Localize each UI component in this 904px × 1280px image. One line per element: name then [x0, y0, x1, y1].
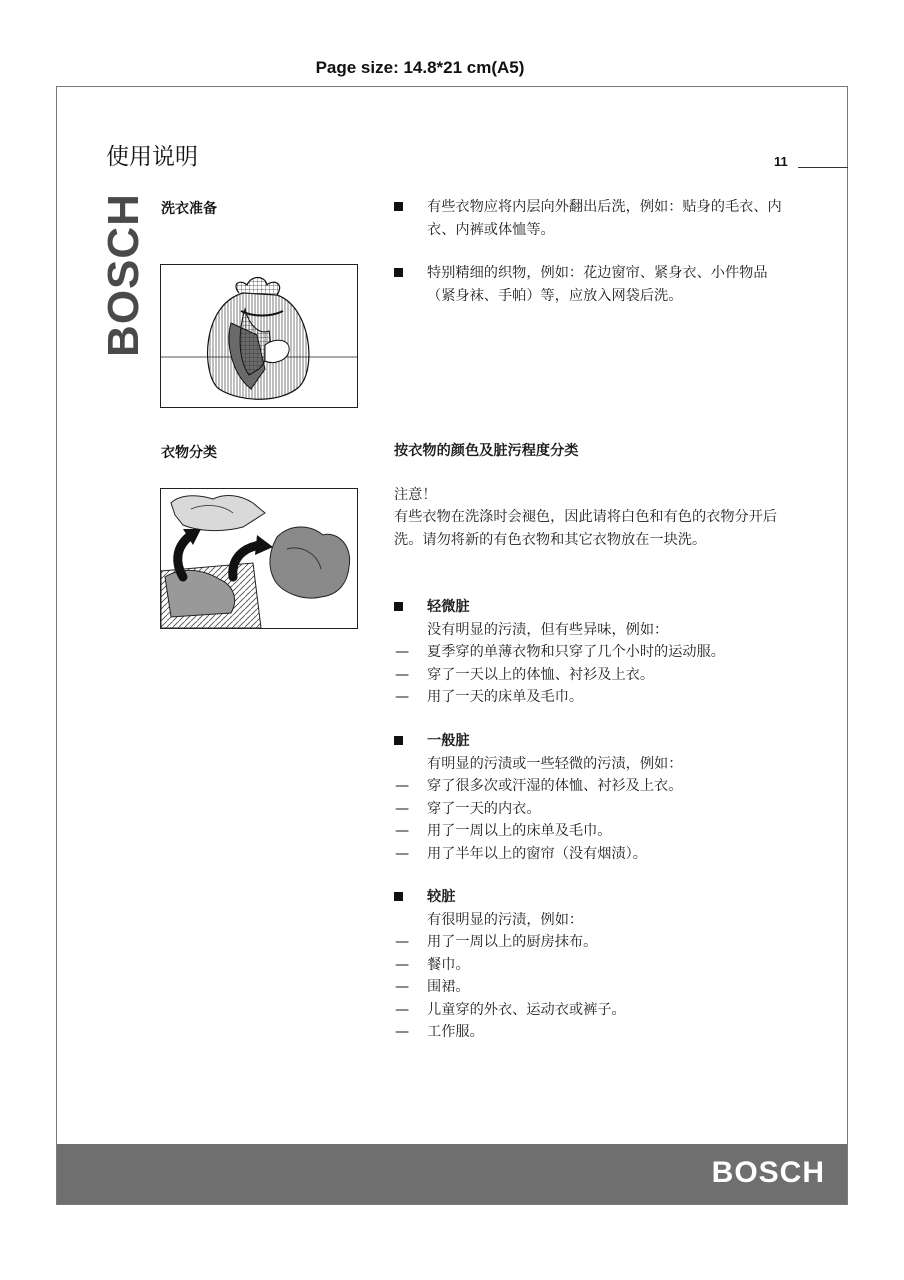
list-item [394, 641, 794, 664]
level-intro: 有很明显的污渍，例如： [427, 911, 584, 928]
square-bullet-icon [394, 892, 403, 901]
dash-mark: — [395, 666, 410, 683]
level-title: 较脏 [427, 889, 456, 905]
list-item-text: 用了一周以上的床单及毛巾。 [427, 823, 612, 839]
dash-mark: — [395, 979, 410, 995]
list-item-text: 穿了一天的内衣。 [427, 800, 541, 817]
square-bullet-icon [394, 736, 403, 745]
notice-text: 有些衣物在洗涤时会褪色，因此请将白色和有色的衣物分开后洗。请勿将新的有色衣物和其它衣物放在一块洗。 [394, 509, 778, 548]
side-bosch-logo: BOSCH [99, 193, 148, 357]
dash-mark: — [395, 1001, 410, 1018]
dash-mark: — [395, 934, 410, 950]
footer-bar [57, 1144, 847, 1204]
dash-mark: — [395, 800, 410, 817]
level-title: 轻微脏 [427, 599, 470, 615]
dash-mark: — [395, 845, 410, 862]
list-item-text: 围裙。 [427, 979, 470, 995]
level-intro: 没有明显的污渍，但有些异味，例如： [427, 621, 669, 638]
soil-level-heavy [394, 886, 794, 1044]
list-item [394, 686, 794, 709]
page-number: 11 [774, 154, 788, 169]
list-item-text: 用了一周以上的厨房抹布。 [427, 934, 598, 950]
bullet-text: 有些衣物应将内层向外翻出后洗，例如：贴身的毛衣、内衣、内裤或体恤等。 [427, 199, 782, 238]
list-item [394, 954, 794, 977]
dash-mark: — [395, 778, 410, 794]
list-item [394, 931, 794, 954]
wash-prep-bullet [394, 196, 794, 241]
list-item [394, 999, 794, 1022]
level-title: 一般脏 [427, 733, 470, 749]
list-item [394, 976, 794, 999]
dash-mark: — [395, 956, 410, 973]
dash-mark: — [395, 1024, 410, 1040]
list-item-text: 儿童穿的外衣、运动衣或裤子。 [427, 1001, 626, 1018]
sorting-laundry-illustration [160, 488, 358, 629]
page-title: 使用说明 [106, 144, 198, 170]
dash-mark: — [395, 689, 410, 705]
list-item [394, 775, 794, 798]
list-item-text: 工作服。 [427, 1024, 484, 1040]
list-item-text: 餐巾。 [427, 956, 470, 973]
page-size-caption: Page size: 14.8*21 cm(A5) [315, 58, 525, 77]
sorting-heading: 衣物分类 [161, 445, 217, 461]
dash-mark: — [395, 823, 410, 839]
list-item-text: 穿了很多次或汗湿的体恤、衬衫及上衣。 [427, 778, 683, 794]
list-item [394, 843, 794, 866]
level-intro: 有明显的污渍或一些轻微的污渍，例如： [427, 755, 683, 772]
laundry-net-bag-illustration [160, 264, 358, 408]
list-item [394, 798, 794, 821]
dash-mark: — [395, 644, 410, 660]
list-item-text: 用了半年以上的窗帘（没有烟渍）。 [427, 845, 647, 862]
wash-prep-heading: 洗衣准备 [161, 201, 217, 217]
footer-bosch-logo: BOSCH [711, 1156, 825, 1189]
wash-prep-bullet [394, 262, 794, 307]
list-item-text: 用了一天的床单及毛巾。 [427, 689, 584, 705]
list-item-text: 夏季穿的单薄衣物和只穿了几个小时的运动服。 [427, 644, 725, 660]
list-item [394, 664, 794, 687]
list-item [394, 820, 794, 843]
list-item-text: 穿了一天以上的体恤、衬衫及上衣。 [427, 666, 655, 683]
soil-level-normal [394, 730, 794, 865]
list-item [394, 1021, 794, 1044]
soil-level-light [394, 596, 794, 709]
square-bullet-icon [394, 268, 403, 277]
notice-title: 注意！ [394, 487, 437, 503]
square-bullet-icon [394, 602, 403, 611]
square-bullet-icon [394, 202, 403, 211]
page-number-rule [798, 167, 848, 168]
sorting-subheading: 按衣物的颜色及脏污程度分类 [394, 443, 579, 459]
bullet-text: 特别精细的织物，例如：花边窗帘、紧身衣、小件物品（紧身袜、手帕）等，应放入网袋后洗。 [427, 265, 768, 304]
